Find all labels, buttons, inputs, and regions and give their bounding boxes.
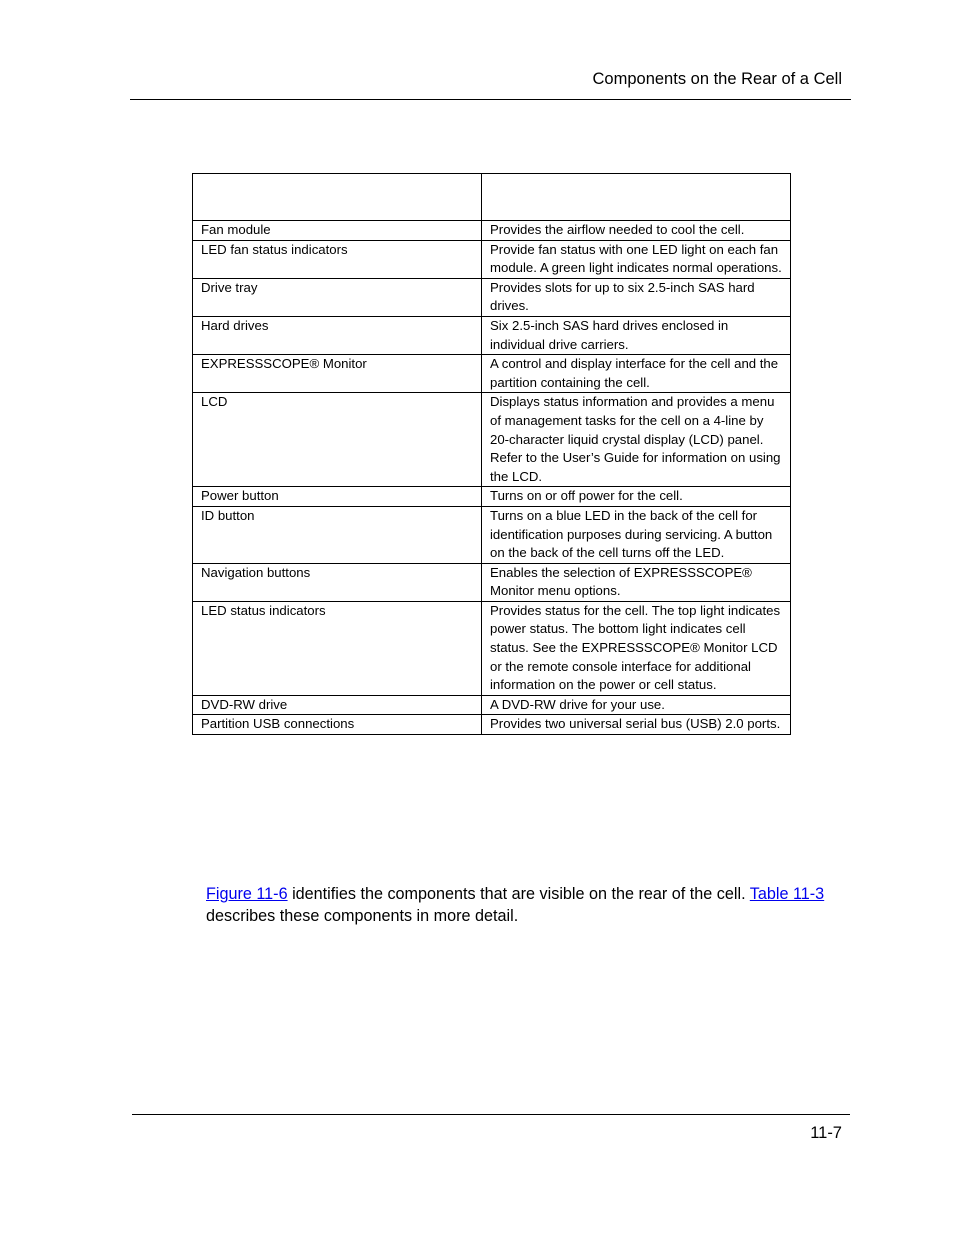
component-name-cell: Navigation buttons <box>193 563 482 601</box>
component-name-cell: ID button <box>193 506 482 563</box>
paragraph-text-2: describes these components in more detail. <box>206 907 519 926</box>
header-divider <box>130 99 851 100</box>
table-row <box>193 601 791 695</box>
table-row <box>193 487 791 507</box>
component-name-cell: LCD <box>193 393 482 487</box>
table-row <box>193 393 791 487</box>
table-row <box>193 506 791 563</box>
component-description-cell: Turns on a blue LED in the back of the cell for identification purposes during servicing. A button on the back of the cell turns off the LED. <box>482 506 791 563</box>
component-description-cell: Provides two universal serial bus (USB) 2.0 ports. <box>482 715 791 735</box>
component-name-cell: Fan module <box>193 221 482 241</box>
component-description-cell: Provides the airflow needed to cool the cell. <box>482 221 791 241</box>
table-header-cell-component <box>193 174 482 221</box>
component-name-cell: Power button <box>193 487 482 507</box>
intro-paragraph <box>206 883 846 927</box>
component-name-cell: Drive tray <box>193 278 482 316</box>
table-row <box>193 695 791 715</box>
component-name-cell: EXPRESSSCOPE® Monitor <box>193 355 482 393</box>
component-name-cell: Partition USB connections <box>193 715 482 735</box>
component-description-cell: Turns on or off power for the cell. <box>482 487 791 507</box>
component-description-cell: Displays status information and provides a menu of management tasks for the cell on a 4-line by 20-character liquid crystal display (LCD) panel. Refer to the User’s Guide for information on using the LCD. <box>482 393 791 487</box>
component-description-cell: Six 2.5-inch SAS hard drives enclosed in individual drive carriers. <box>482 316 791 354</box>
paragraph-text-1: identifies the components that are visible on the rear of the cell. <box>287 885 750 904</box>
component-description-cell: Enables the selection of EXPRESSSCOPE® Monitor menu options. <box>482 563 791 601</box>
table-11-3-link[interactable]: Table 11-3 <box>749 885 825 904</box>
component-description-cell: Provides slots for up to six 2.5-inch SAS hard drives. <box>482 278 791 316</box>
footer-divider <box>132 1114 850 1115</box>
page-header-title: Components on the Rear of a Cell <box>592 70 842 88</box>
table-row <box>193 278 791 316</box>
component-description-cell: Provide fan status with one LED light on each fan module. A green light indicates normal operations. <box>482 240 791 278</box>
figure-11-6-link[interactable]: Figure 11-6 <box>206 885 288 904</box>
table-header-cell-description <box>482 174 791 221</box>
page-number: 11-7 <box>810 1124 842 1142</box>
component-name-cell: Hard drives <box>193 316 482 354</box>
table-row <box>193 715 791 735</box>
table-row <box>193 316 791 354</box>
components-table <box>192 173 791 735</box>
component-name-cell: LED status indicators <box>193 601 482 695</box>
component-description-cell: A DVD-RW drive for your use. <box>482 695 791 715</box>
table-row <box>193 355 791 393</box>
component-description-cell: Provides status for the cell. The top light indicates power status. The bottom light indicates cell status. See the EXPRESSSCOPE® Monitor LCD or the remote console interface for additional information on the power or cell status. <box>482 601 791 695</box>
table-row <box>193 221 791 241</box>
component-description-cell: A control and display interface for the cell and the partition containing the cell. <box>482 355 791 393</box>
component-name-cell: DVD-RW drive <box>193 695 482 715</box>
table-row <box>193 240 791 278</box>
table-row <box>193 563 791 601</box>
table-header-row <box>193 174 791 221</box>
component-name-cell: LED fan status indicators <box>193 240 482 278</box>
